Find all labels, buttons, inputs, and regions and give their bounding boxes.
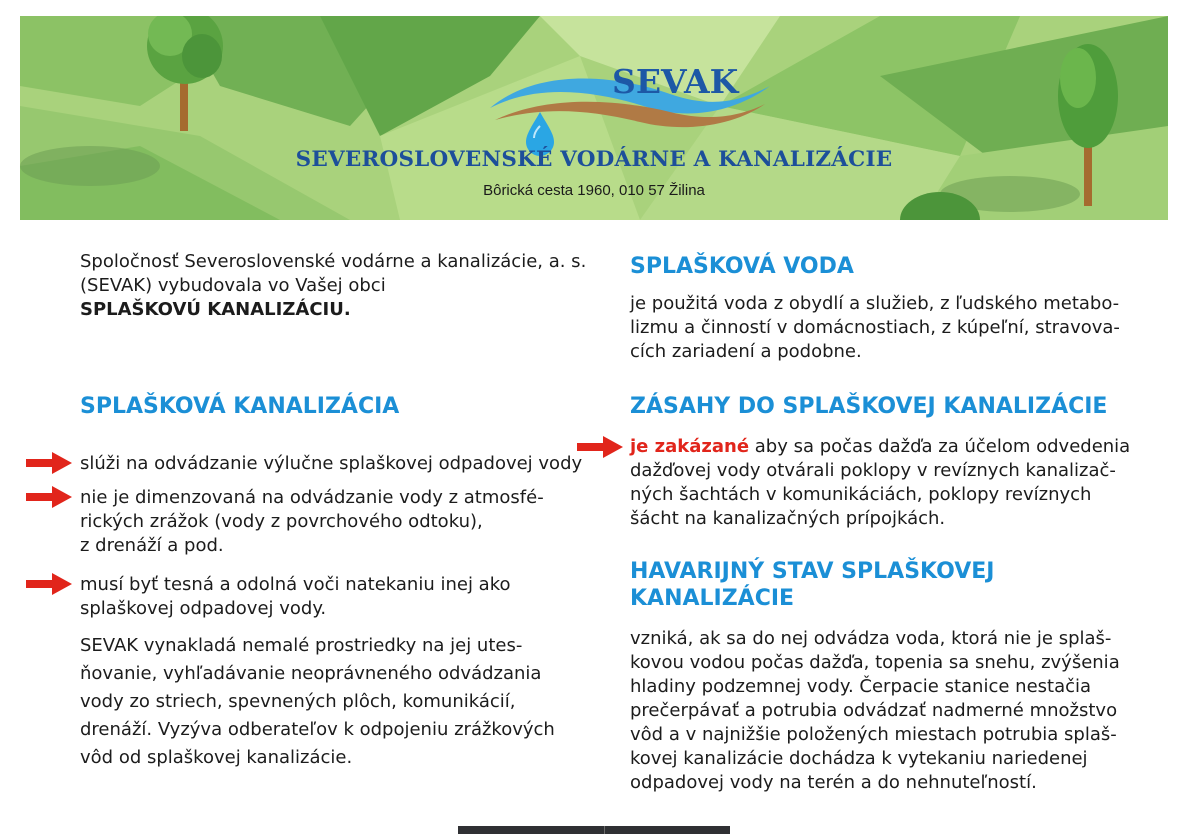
intro-paragraph <box>80 250 586 322</box>
paragraph-line: kovej kanalizácie dochádza k vytekaniu nariedenej <box>630 748 1088 769</box>
bullet-text: musí byť tesná a odolná voči natekaniu inej ako <box>80 574 511 595</box>
paragraph-line: ných šachtách v komunikáciách, poklopy revíznych <box>630 484 1092 505</box>
heading-splaskova-voda: SPLAŠKOVÁ VODA <box>630 254 854 279</box>
red-arrow-icon <box>26 452 72 474</box>
zasahy-paragraph <box>630 435 1130 531</box>
bullet-text: nie je dimenzovaná na odvádzanie vody z atmosfé- <box>80 487 544 508</box>
havarijny-paragraph <box>630 627 1120 795</box>
paragraph-line: je použitá voda z obydlí a služieb, z ľudského metabo- <box>630 293 1120 314</box>
red-arrow-icon <box>577 436 623 458</box>
heading-line: HAVARIJNÝ STAV SPLAŠKOVEJ <box>630 559 995 584</box>
sevak-line: vody zo striech, spevnených plôch, komunikácií, <box>80 691 516 712</box>
bullet-text: rických zrážok (vody z povrchového odtoku), <box>80 511 483 532</box>
toolbar-divider <box>604 826 605 834</box>
intro-emphasis: SPLAŠKOVÚ KANALIZÁCIU. <box>80 299 351 320</box>
intro-line: (SEVAK) vybudovala vo Vašej obci <box>80 275 386 296</box>
bullet-item <box>80 573 511 621</box>
paragraph-line: hladiny podzemnej vody. Čerpacie stanice nestačia <box>630 676 1092 697</box>
paragraph-line: odpadovej vody na terén a do nehnuteľností. <box>630 772 1037 793</box>
sevak-line: ňovanie, vyhľadávanie neoprávneného odvádzania <box>80 663 542 684</box>
bullet-text: z drenáží a pod. <box>80 535 224 556</box>
heading-splaskova-kanalizacia: SPLAŠKOVÁ KANALIZÁCIA <box>80 394 400 419</box>
heading-zasahy: ZÁSAHY DO SPLAŠKOVEJ KANALIZÁCIE <box>630 394 1108 419</box>
bullet-item <box>80 486 544 558</box>
bullet-text: splaškovej odpadovej vody. <box>80 598 327 619</box>
bullet-item <box>80 452 582 476</box>
paragraph-line: lizmu a činností v domácnostiach, z kúpeľní, stravova- <box>630 317 1120 338</box>
sevak-line: SEVAK vynakladá nemalé prostriedky na jej utes- <box>80 635 523 656</box>
bullet-text: slúži na odvádzanie výlučne splaškovej odpadovej vody <box>80 453 583 474</box>
paragraph-line: prečerpávať a potrubia odvádzať nadmerné množstvo <box>630 700 1118 721</box>
organization-name: SEVEROSLOVENSKÉ VODÁRNE A KANALIZÁCIE <box>295 147 893 172</box>
splaskova-voda-paragraph <box>630 292 1120 364</box>
sevak-line: drenáží. Vyzýva odberateľov k odpojeniu zrážkových <box>80 719 555 740</box>
paragraph-line: vzniká, ak sa do nej odvádza voda, ktorá nie je splaš- <box>630 628 1112 649</box>
organization-address: Bôrická cesta 1960, 010 57 Žilina <box>483 182 705 199</box>
paragraph-line: šácht na kanalizačných prípojkách. <box>630 508 946 529</box>
paragraph-line <box>630 435 1130 459</box>
red-arrow-icon <box>26 573 72 595</box>
prohibited-highlight: je zakázané <box>630 436 750 457</box>
paragraph-line: cích zariadení a podobne. <box>630 341 862 362</box>
sevak-paragraph <box>80 632 555 772</box>
header-banner <box>20 16 1168 220</box>
sevak-line: vôd od splaškovej kanalizácie. <box>80 747 353 768</box>
paragraph-line: vôd a v najnižšie položených miestach potrubia splaš- <box>630 724 1117 745</box>
paragraph-line: kovou vodou počas dažďa, topenia sa snehu, zvýšenia <box>630 652 1120 673</box>
heading-havarijny-stav <box>630 558 994 612</box>
heading-line: KANALIZÁCIE <box>630 586 795 611</box>
intro-line: Spoločnosť Severoslovenské vodárne a kanalizácie, a. s. <box>80 251 587 272</box>
logo-text: SEVAK <box>612 62 739 101</box>
red-arrow-icon <box>26 486 72 508</box>
viewer-toolbar-edge[interactable] <box>458 826 730 834</box>
paragraph-line: dažďovej vody otvárali poklopy v revíznych kanalizač- <box>630 460 1116 481</box>
paragraph-text: aby sa počas dažďa za účelom odvedenia <box>749 436 1131 457</box>
